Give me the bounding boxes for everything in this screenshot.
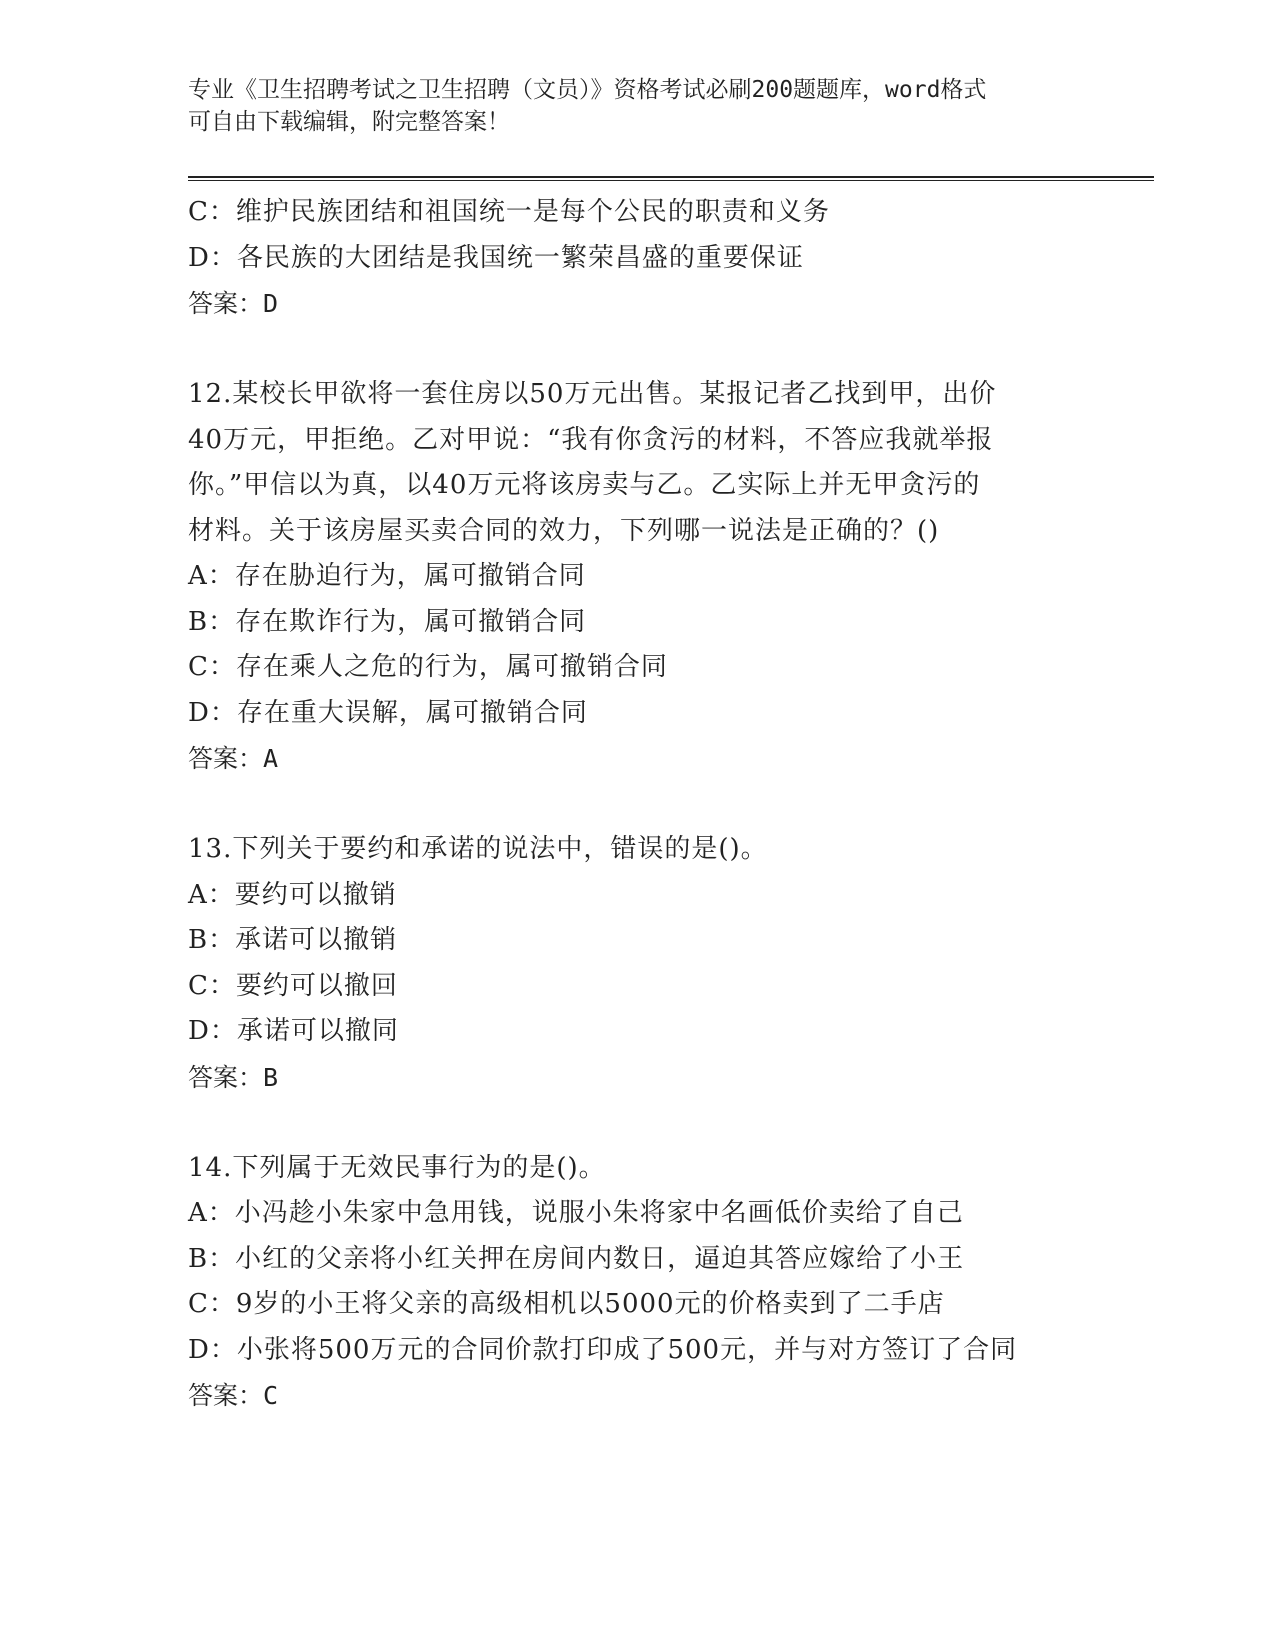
question-block-11 [188,190,1148,327]
option-b: B：存在欺诈行为，属可撤销合同 [188,606,587,637]
option-c: C：维护民族团结和祖国统一是每个公民的职责和义务 [188,197,830,227]
spacer [188,1100,1148,1146]
question-content [188,190,1148,1419]
document-header [188,74,1068,138]
question-stem-line: 12.某校长甲欲将一套住房以50万元出售。某报记者乙找到甲，出价 [188,379,997,409]
question-block-12 [188,372,1148,782]
spacer [188,782,1148,828]
question-block-14 [188,1146,1148,1419]
question-stem-line: 材料。关于该房屋买卖合同的效力，下列哪一说法是正确的？() [188,515,940,546]
spacer [188,327,1148,373]
option-d: D：各民族的大团结是我国统一繁荣昌盛的重要保证 [188,242,804,273]
option-a: A：小冯趁小朱家中急用钱，说服小朱将家中名画低价卖给了自己 [188,1198,964,1228]
option-d: D：承诺可以撤同 [188,1016,399,1046]
header-divider [188,176,1154,181]
answer-label: 答案：D [188,289,279,318]
question-block-13 [188,827,1148,1100]
question-stem-line: 40万元，甲拒绝。乙对甲说：“我有你贪污的材料，不答应我就举报 [188,424,994,455]
option-b: B：承诺可以撤销 [188,925,398,955]
header-title-line-1: 专业《卫生招聘考试之卫生招聘（文员）》资格考试必刷200题题库，word格式 [188,77,987,103]
option-c: C：9岁的小王将父亲的高级相机以5000元的价格卖到了二手店 [188,1289,945,1319]
question-stem-line: 你。”甲信以为真，以40万元将该房卖与乙。乙实际上并无甲贪污的 [188,470,981,500]
option-d: D：存在重大误解，属可撤销合同 [188,697,588,728]
option-c: C：要约可以撤回 [188,970,398,1001]
option-b: B：小红的父亲将小红关押在房间内数日，逼迫其答应嫁给了小王 [188,1243,965,1274]
question-stem-line: 14.下列属于无效民事行为的是()。 [188,1152,606,1183]
option-c: C：存在乘人之危的行为，属可撤销合同 [188,652,668,682]
question-stem-line: 13.下列关于要约和承诺的说法中，错误的是()。 [188,834,768,864]
answer-label: 答案：A [188,744,279,773]
answer-label: 答案：B [188,1062,279,1092]
answer-label: 答案：C [188,1381,279,1410]
header-title-line-2: 可自由下载编辑，附完整答案！ [188,109,510,135]
option-d: D：小张将500万元的合同价款打印成了500元，并与对方签订了合同 [188,1334,1018,1365]
option-a: A：要约可以撤销 [188,879,397,910]
option-a: A：存在胁迫行为，属可撤销合同 [188,561,586,591]
